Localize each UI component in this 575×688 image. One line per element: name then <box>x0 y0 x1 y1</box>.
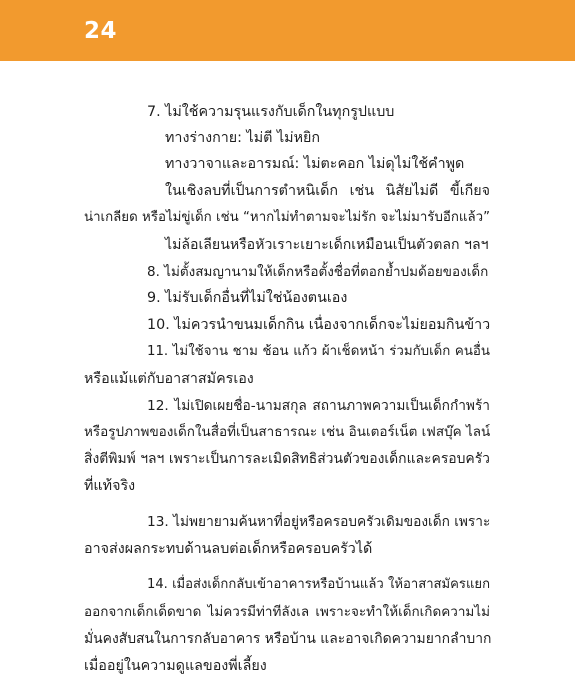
text-line: อาจส่งผลกระทบด้านลบต่อเด็กหรือครอบครัวได้ <box>84 541 373 557</box>
text-line: ทางร่างกาย: ไม่ตี ไม่หยิก <box>165 130 321 146</box>
text-line: ออกจากเด็กเด็ดขาด ไม่ควรมีท่าทีลังเล เพราะจะทำให้เด็กเกิดความไม่ <box>84 604 490 620</box>
text-line: ทางวาจาและอารมณ์: ไม่ตะคอก ไม่ดุไม่ใช้คำพูด <box>165 156 465 172</box>
list-item: 13. ไม่พยายามค้นหาที่อยู่หรือครอบครัวเดิมของเด็ก เพราะ <box>147 514 491 530</box>
text-line: มั่นคงสับสนในการกลับอาคาร หรือบ้าน และอาจเกิดความยากลำบาก <box>84 631 492 647</box>
text-line: สิ่งตีพิมพ์ ฯลฯ เพราะเป็นการละเมิดสิทธิส่วนตัวของเด็กและครอบครัว <box>84 451 490 467</box>
list-item: 10. ไม่ควรนำขนมเด็กกิน เนื่องจากเด็กจะไม่ยอมกินข้าว <box>147 317 491 333</box>
list-item: 9. ไม่รับเด็กอื่นที่ไม่ใช่น้องตนเอง <box>147 290 348 306</box>
text-line: ที่แท้จริง <box>84 478 136 494</box>
list-item: 11. ไม่ใช้จาน ชาม ช้อน แก้ว ผ้าเช็ดหน้า ร่วมกับเด็ก คนอื่น <box>147 344 490 359</box>
text-line: ในเชิงลบที่เป็นการตำหนิเด็ก เช่น นิสัยไม่ดี ขี้เกียจ <box>165 183 490 199</box>
text-line: เมื่ออยู่ในความดูแลของพี่เลี้ยง <box>84 658 267 674</box>
list-item: 7. ไม่ใช้ความรุนแรงกับเด็กในทุกรูปแบบ <box>147 104 395 120</box>
text-line: น่าเกลียด หรือไม่ขู่เด็ก เช่น “หากไม่ทำตามจะไม่รัก จะไม่มารับอีกแล้ว” <box>84 210 490 225</box>
list-item: 8. ไม่ตั้งสมญานามให้เด็กหรือตั้งชื่อที่ตอกย้ำปมด้อยของเด็ก <box>147 264 489 280</box>
page-number: 24 <box>84 18 118 44</box>
text-line: ไม่ล้อเลียนหรือหัวเราะเยาะเด็กเหมือนเป็นตัวตลก ฯลฯ <box>165 237 489 253</box>
list-item: 14. เมื่อส่งเด็กกลับเข้าอาคารหรือบ้านแล้ว ให้อาสาสมัครแยก <box>147 577 490 592</box>
text-line: หรือแม้แต่กับอาสาสมัครเอง <box>84 371 254 387</box>
text-line: หรือรูปภาพของเด็กในสื่อที่เป็นสาธารณะ เช่น อินเตอร์เน็ต เฟสบุ๊ค ไลน์ <box>84 424 491 440</box>
list-item: 12. ไม่เปิดเผยชื่อ-นามสกุล สถานภาพความเป็นเด็กกำพร้า <box>147 398 490 414</box>
